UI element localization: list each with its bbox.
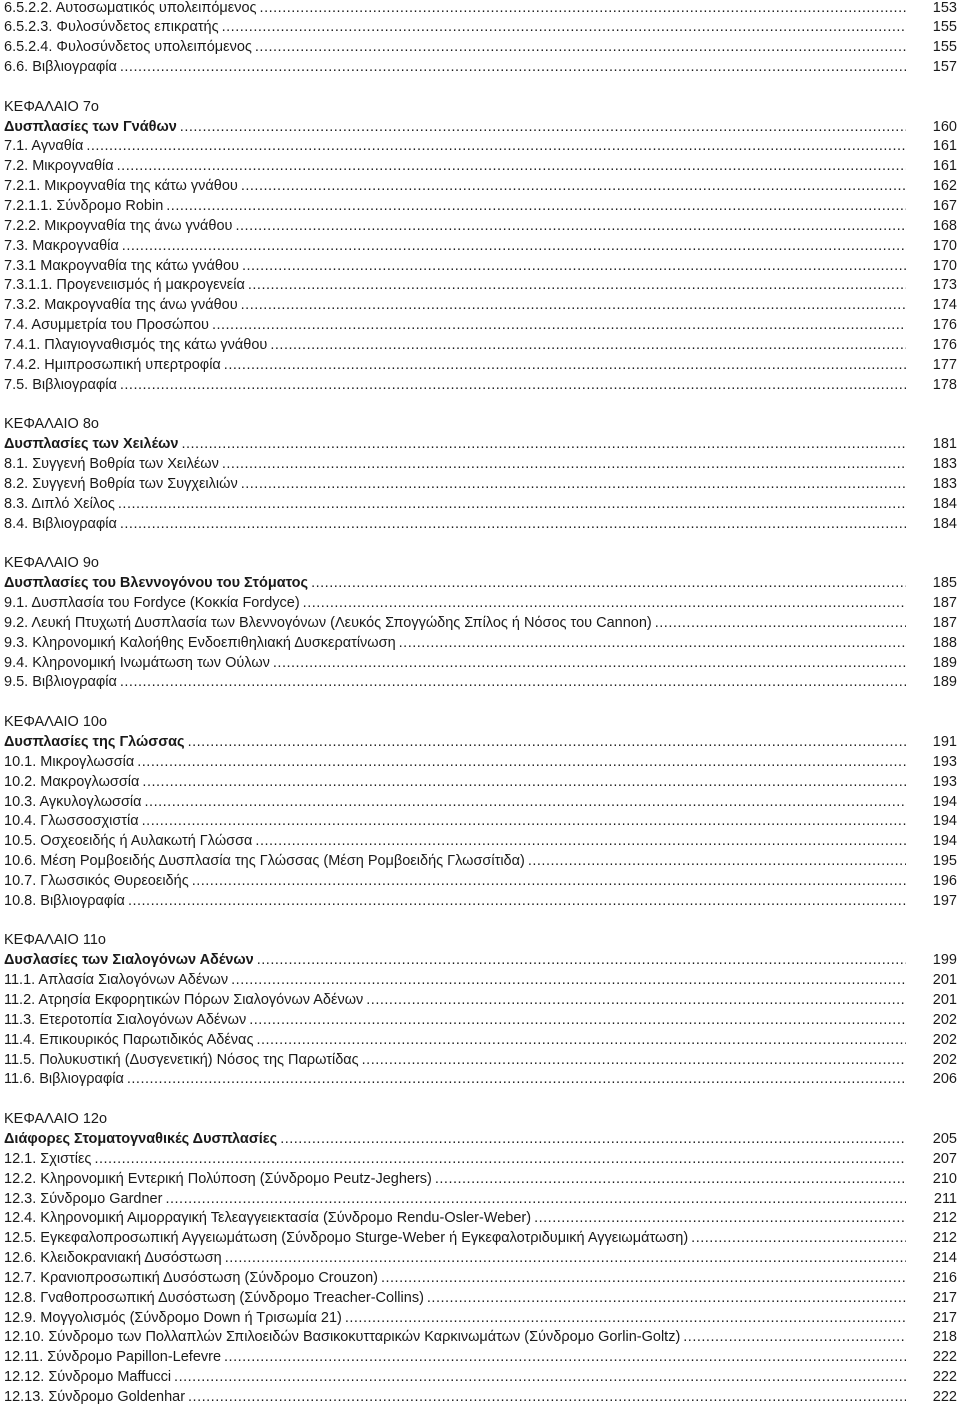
dot-leader [248,276,906,295]
dot-leader [241,177,906,196]
toc-entry-title: 11.2. Ατρησία Εκφορητικών Πόρων Σιαλογόνων Αδένων [4,992,364,1008]
toc-entry-title: 12.7. Κρανιοπροσωπική Δυσόστωση (Σύνδρομο Crouzon) [4,1269,378,1286]
toc-entry[interactable] [4,1368,957,1387]
dot-leader [242,257,906,276]
toc-entry-title: 6.5.2.4. Φυλοσύνδετος υπολειπόμενος [4,39,252,56]
toc-entry[interactable] [4,753,957,772]
dot-leader [188,1388,906,1407]
toc-page-number: 174 [932,297,957,314]
dot-leader [362,1051,906,1070]
toc-entry-title: 12.9. Μογγολισμός (Σύνδρομο Down ή Τρισωμία 21) [4,1309,342,1326]
dot-leader [255,38,906,57]
toc-page-number: 214 [932,1250,957,1267]
toc-entry[interactable] [4,296,957,315]
toc-entry-title: 12.8. Γναθοπροσωπική Δυσόστωση (Σύνδρομο Treacher-Collins) [4,1289,424,1306]
dot-leader [127,1070,906,1089]
toc-entry[interactable] [4,594,957,613]
dot-leader [120,515,906,534]
dot-leader [655,614,906,633]
toc-entry[interactable] [4,38,957,57]
toc-entry[interactable] [4,336,957,355]
toc-entry[interactable] [4,316,957,335]
dot-leader [683,1328,906,1347]
dot-leader [231,971,906,990]
toc-entry-title: 12.5. Εγκεφαλοπροσωπική Αγγειωμάτωση (Σύνδρομο Sturge-Weber ή Εγκεφαλοτριδυμική Αγγειωμάτωση) [4,1230,689,1247]
toc-page-number: 202 [932,1031,957,1048]
toc-entry-title: 9.1. Δυσπλασία του Fordyce (Κοκκία Fordyce) [4,595,300,611]
dot-leader [303,594,906,613]
dot-leader [174,1368,906,1387]
dot-leader [435,1170,906,1189]
toc-entry[interactable] [4,654,957,673]
toc-entry[interactable] [4,1070,957,1089]
toc-page-number: 212 [932,1230,957,1247]
toc-page-number: 177 [932,356,957,373]
toc-page-number: 173 [932,277,957,294]
dot-leader [311,574,906,593]
dot-leader [142,773,906,792]
toc-entry-title: 7.3.1.1. Προγενειισμός ή μακρογενεία [4,277,245,294]
toc-entry[interactable] [4,1190,957,1209]
toc-page-number: 189 [932,654,957,671]
toc-entry-title: 11.4. Επικουρικός Παρωτιδικός Αδένας [4,1031,254,1048]
toc-page-number: 201 [932,992,957,1008]
dot-leader [165,1190,906,1209]
toc-page-number: 217 [932,1309,957,1326]
toc-page-number: 162 [932,178,957,195]
dot-leader [399,634,906,653]
dot-leader [212,316,906,335]
toc-entry-title: 12.2. Κληρονομική Εντερική Πολύποση (Σύνδρομο Peutz-Jeghers) [4,1170,432,1187]
toc-entry-title: 8.3. Διπλό Χείλος [4,495,115,512]
toc-entry[interactable] [4,157,957,176]
toc-entry-title: 7.3.1 Μακρογναθία της κάτω γνάθου [4,257,239,274]
toc-entry[interactable] [4,237,957,256]
toc-page-number: 211 [933,1190,957,1207]
toc-page-number: 170 [932,257,957,274]
toc-entry-title: 10.8. Βιβλιογραφία [4,892,125,909]
toc-entry-title: 7.3. Μακρογναθία [4,237,119,254]
toc-page-number: 157 [932,59,957,76]
toc-entry[interactable] [4,1150,957,1169]
toc-entry-title: Δυσπλασίες των Γνάθων [4,118,177,135]
toc-page-number: 187 [932,614,957,631]
toc-page-number: 210 [932,1170,957,1187]
toc-entry-title: 7.1. Αγναθία [4,138,84,155]
toc-entry[interactable] [4,217,957,236]
toc-page-number: 194 [932,813,957,830]
toc-page-number: 193 [932,773,957,790]
toc-entry-title: Δυσπλασίες της Γλώσσας [4,733,185,750]
dot-leader [256,1031,906,1050]
dot-leader [273,654,906,673]
dot-leader [260,0,906,18]
toc-entry-title: Δυσπλασίες των Χειλέων [4,436,179,453]
dot-leader [192,872,906,891]
toc-page-number: 176 [932,336,957,353]
toc-entry-title: 6.5.2.3. Φυλοσύνδετος επικρατής [4,19,219,36]
toc-entry-title: 7.2.1.1. Σύνδρομο Robin [4,198,164,214]
toc-entry-title: 9.4. Κληρονομική Ινωμάτωση των Ούλων [4,654,270,671]
toc-entry[interactable] [4,773,957,792]
toc-page-number: 218 [932,1329,957,1346]
toc-page-number: 195 [932,853,957,870]
toc-entry[interactable] [4,1170,957,1189]
chapter-heading: ΚΕΦΑΛΑΙΟ 8ο [4,416,99,433]
toc-entry[interactable] [4,58,957,77]
toc-entry[interactable] [4,455,957,474]
toc-page-number: 184 [932,515,957,532]
dot-leader [94,1150,906,1169]
toc-entry-title: 12.1. Σχιστίες [4,1150,92,1167]
chapter-heading: ΚΕΦΑΛΑΙΟ 12ο [4,1111,108,1128]
toc-entry[interactable] [4,614,957,633]
chapter-heading: ΚΕΦΑΛΑΙΟ 7ο [4,98,99,115]
toc-entry-title: 9.3. Κληρονομική Καλοήθης Ενδοεπιθηλιακή Δυσκερατίνωση [4,634,396,651]
dot-leader [188,733,906,752]
toc-entry[interactable] [4,1031,957,1050]
dot-leader [122,237,906,256]
dot-leader [241,475,906,494]
dot-leader [222,18,906,37]
toc-entry-title: 8.4. Βιβλιογραφία [4,515,117,532]
toc-entry[interactable] [4,1209,957,1228]
toc-page-number: 197 [932,892,957,909]
toc-page-number: 202 [932,1011,957,1028]
toc-entry[interactable] [4,1051,957,1070]
toc-entry[interactable] [4,276,957,295]
toc-entry-title: 8.2. Συγγενή Βοθρία των Συγχειλιών [4,475,238,492]
toc-page-number: 176 [932,317,957,334]
toc-page-number: 212 [932,1210,957,1227]
toc-entry[interactable] [4,634,957,653]
toc-entry[interactable] [4,0,957,18]
toc-entry-title: 7.2. Μικρογναθία [4,158,114,175]
toc-entry-title: 12.12. Σύνδρομο Maffucci [4,1369,172,1386]
dot-leader [222,455,906,474]
toc-page-number: 191 [932,733,957,750]
dot-leader [235,217,906,236]
toc-entry[interactable] [4,852,957,871]
toc-entry[interactable] [4,971,957,990]
toc-page-number: 206 [932,1071,957,1088]
toc-entry-title: Δυσλασίες των Σιαλογόνων Αδένων [4,952,254,969]
toc-page-number: 194 [932,833,957,850]
toc-entry[interactable] [4,475,957,494]
toc-entry-title: 7.4. Ασυμμετρία του Προσώπου [4,317,209,334]
toc-entry-title: 11.3. Ετεροτοπία Σιαλογόνων Αδένων [4,1011,247,1028]
dot-leader [86,137,906,156]
toc-page-number: 167 [932,198,957,214]
dot-leader [528,852,906,871]
toc-page-number: 155 [932,39,957,56]
toc-entry[interactable] [4,257,957,276]
dot-leader [270,336,906,355]
toc-page-number: 199 [932,952,957,969]
toc-entry[interactable] [4,1269,957,1288]
dot-leader [142,812,906,831]
toc-chapter-title-entry[interactable] [4,435,957,454]
toc-entry-title: 8.1. Συγγενή Βοθρία των Χειλέων [4,456,219,473]
toc-page-number: 193 [932,753,957,770]
toc-entry[interactable] [4,1011,957,1030]
toc-page-number: 178 [932,376,957,393]
toc-entry-title: 10.5. Οσχεοειδής ή Αυλακωτή Γλώσσα [4,833,253,850]
toc-entry-title: 6.6. Βιβλιογραφία [4,59,117,76]
dot-leader [145,793,906,812]
toc-chapter-title-entry[interactable] [4,574,957,593]
dot-leader [117,157,906,176]
toc-entry-title: 7.2.1. Μικρογναθία της κάτω γνάθου [4,178,238,195]
toc-entry[interactable] [4,673,957,692]
toc-page-number: 207 [932,1150,957,1167]
toc-entry-title: 11.5. Πολυκυστική (Δυσγενετική) Νόσος της Παρωτίδας [4,1051,359,1068]
toc-entry[interactable] [4,892,957,911]
toc-entry[interactable] [4,793,957,812]
toc-chapter-title-entry[interactable] [4,951,957,970]
toc-page-number: 181 [932,436,957,453]
toc-page-number: 188 [932,634,957,651]
toc-entry-title: 6.5.2.2. Αυτοσωματικός υπολειπόμενος [4,0,257,16]
toc-entry[interactable] [4,197,957,216]
dot-leader [241,296,906,315]
dot-leader [166,197,906,216]
dot-leader [366,991,906,1010]
dot-leader [120,673,906,692]
toc-entry-title: 12.6. Κλειδοκρανιακή Δυσόστωση [4,1250,222,1267]
toc-page-number: 216 [932,1269,957,1286]
toc-entry-title: 12.11. Σύνδρομο Papillon-Lefevre [4,1349,222,1366]
toc-entry-title: Διάφορες Στοματογναθικές Δυσπλασίες [4,1130,278,1147]
toc-page-number: 161 [932,138,957,155]
dot-leader [224,1348,906,1367]
toc-entry[interactable] [4,991,957,1010]
toc-page-number: 183 [932,475,957,492]
dot-leader [181,435,906,454]
toc-entry[interactable] [4,1289,957,1308]
toc-entry[interactable] [4,812,957,831]
toc-entry[interactable] [4,356,957,375]
toc-entry-title: 10.6. Μέση Ρομβοειδής Δυσπλασία της Γλώσσας (Μέση Ρομβοειδής Γλωσσίτιδα) [4,853,525,870]
toc-entry-title: 12.3. Σύνδρομο Gardner [4,1190,163,1207]
toc-entry-title: 10.2. Μακρογλωσσία [4,773,140,790]
toc-page-number: 222 [932,1349,957,1366]
toc-entry[interactable] [4,177,957,196]
toc-entry[interactable] [4,137,957,156]
dot-leader [120,376,906,395]
toc-page-number: 184 [932,495,957,512]
toc-entry[interactable] [4,18,957,37]
toc-entry-title: 10.4. Γλωσσοσχιστία [4,813,139,830]
toc-page-number: 160 [932,118,957,135]
dot-leader [345,1309,906,1328]
toc-entry-title: 7.3.2. Μακρογναθία της άνω γνάθου [4,297,238,314]
toc-page-number: 201 [932,972,957,989]
toc-entry-title: 9.5. Βιβλιογραφία [4,674,117,691]
dot-leader [224,356,906,375]
dot-leader [120,58,906,77]
toc-entry-title: 7.4.2. Ημιπροσωπική υπερτροφία [4,356,221,373]
dot-leader [249,1011,906,1030]
dot-leader [257,951,906,970]
toc-entry[interactable] [4,1249,957,1268]
toc-page-number: 153 [932,0,957,16]
toc-entry-title: 7.4.1. Πλαγιογναθισμός της κάτω γνάθου [4,336,268,353]
toc-page-number: 170 [932,237,957,254]
toc-entry[interactable] [4,1229,957,1248]
toc-entry-title: 11.6. Βιβλιογραφία [4,1071,124,1088]
toc-page-number: 202 [932,1051,957,1068]
toc-page-number: 205 [932,1130,957,1147]
dot-leader [180,118,906,137]
toc-chapter-title-entry[interactable] [4,733,957,752]
toc-page-number: 194 [932,793,957,810]
toc-page-number: 196 [932,872,957,889]
toc-page-number: 189 [932,674,957,691]
toc-entry-title: 12.13. Σύνδρομο Goldenhar [4,1389,186,1405]
toc-page-number: 222 [932,1369,957,1386]
toc-entry[interactable] [4,872,957,891]
dot-leader [534,1209,906,1228]
toc-entry[interactable] [4,1348,957,1367]
toc-entry-title: 7.5. Βιβλιογραφία [4,376,117,393]
dot-leader [137,753,906,772]
chapter-heading: ΚΕΦΑΛΑΙΟ 11ο [4,932,106,949]
toc-entry[interactable] [4,1328,957,1347]
toc-chapter-title-entry[interactable] [4,118,957,137]
toc-entry-title: Δυσπλασίες του Βλεννογόνου του Στόματος [4,575,309,592]
toc-chapter-title-entry[interactable] [4,1130,957,1149]
dot-leader [255,832,906,851]
toc-entry-title: 10.1. Μικρογλωσσία [4,753,135,770]
toc-entry-title: 7.2.2. Μικρογναθία της άνω γνάθου [4,217,233,234]
dot-leader [280,1130,906,1149]
dot-leader [691,1229,906,1248]
toc-page-number: 161 [932,158,957,175]
toc-page-number: 187 [932,595,957,611]
toc-entry[interactable] [4,495,957,514]
dot-leader [381,1269,906,1288]
toc-entry-title: 9.2. Λευκή Πτυχωτή Δυσπλασία των Βλεννογόνων (Λευκός Σπογγώδης Σπίλος ή Νόσος του Cannon) [4,614,652,631]
chapter-heading: ΚΕΦΑΛΑΙΟ 10ο [4,714,108,731]
toc-page-number: 222 [932,1389,957,1405]
toc-entry-title: 12.10. Σύνδρομο των Πολλαπλών Σπιλοειδών Βασικοκυτταρικών Καρκινωμάτων (Σύνδρομο Gorlin-Goltz) [4,1329,681,1346]
toc-page-number: 168 [932,217,957,234]
toc-page-number: 185 [932,575,957,592]
toc-entry[interactable] [4,1388,957,1407]
toc-page-number: 155 [932,19,957,36]
toc-entry-title: 10.7. Γλωσσικός Θυρεοειδής [4,872,189,889]
toc-entry-title: 11.1. Απλασία Σιαλογόνων Αδένων [4,972,229,989]
toc-page-number: 217 [932,1289,957,1306]
toc-entry[interactable] [4,832,957,851]
toc-entry[interactable] [4,515,957,534]
dot-leader [118,495,906,514]
chapter-heading: ΚΕΦΑΛΑΙΟ 9ο [4,555,99,572]
toc-entry-title: 10.3. Αγκυλογλωσσία [4,793,142,810]
toc-entry-title: 12.4. Κληρονομική Αιμορραγική Τελεαγγειεκτασία (Σύνδρομο Rendu-Osler-Weber) [4,1210,532,1227]
toc-entry[interactable] [4,376,957,395]
dot-leader [427,1289,906,1308]
dot-leader [128,892,906,911]
toc-entry[interactable] [4,1309,957,1328]
toc-page-number: 183 [932,456,957,473]
dot-leader [225,1249,906,1268]
